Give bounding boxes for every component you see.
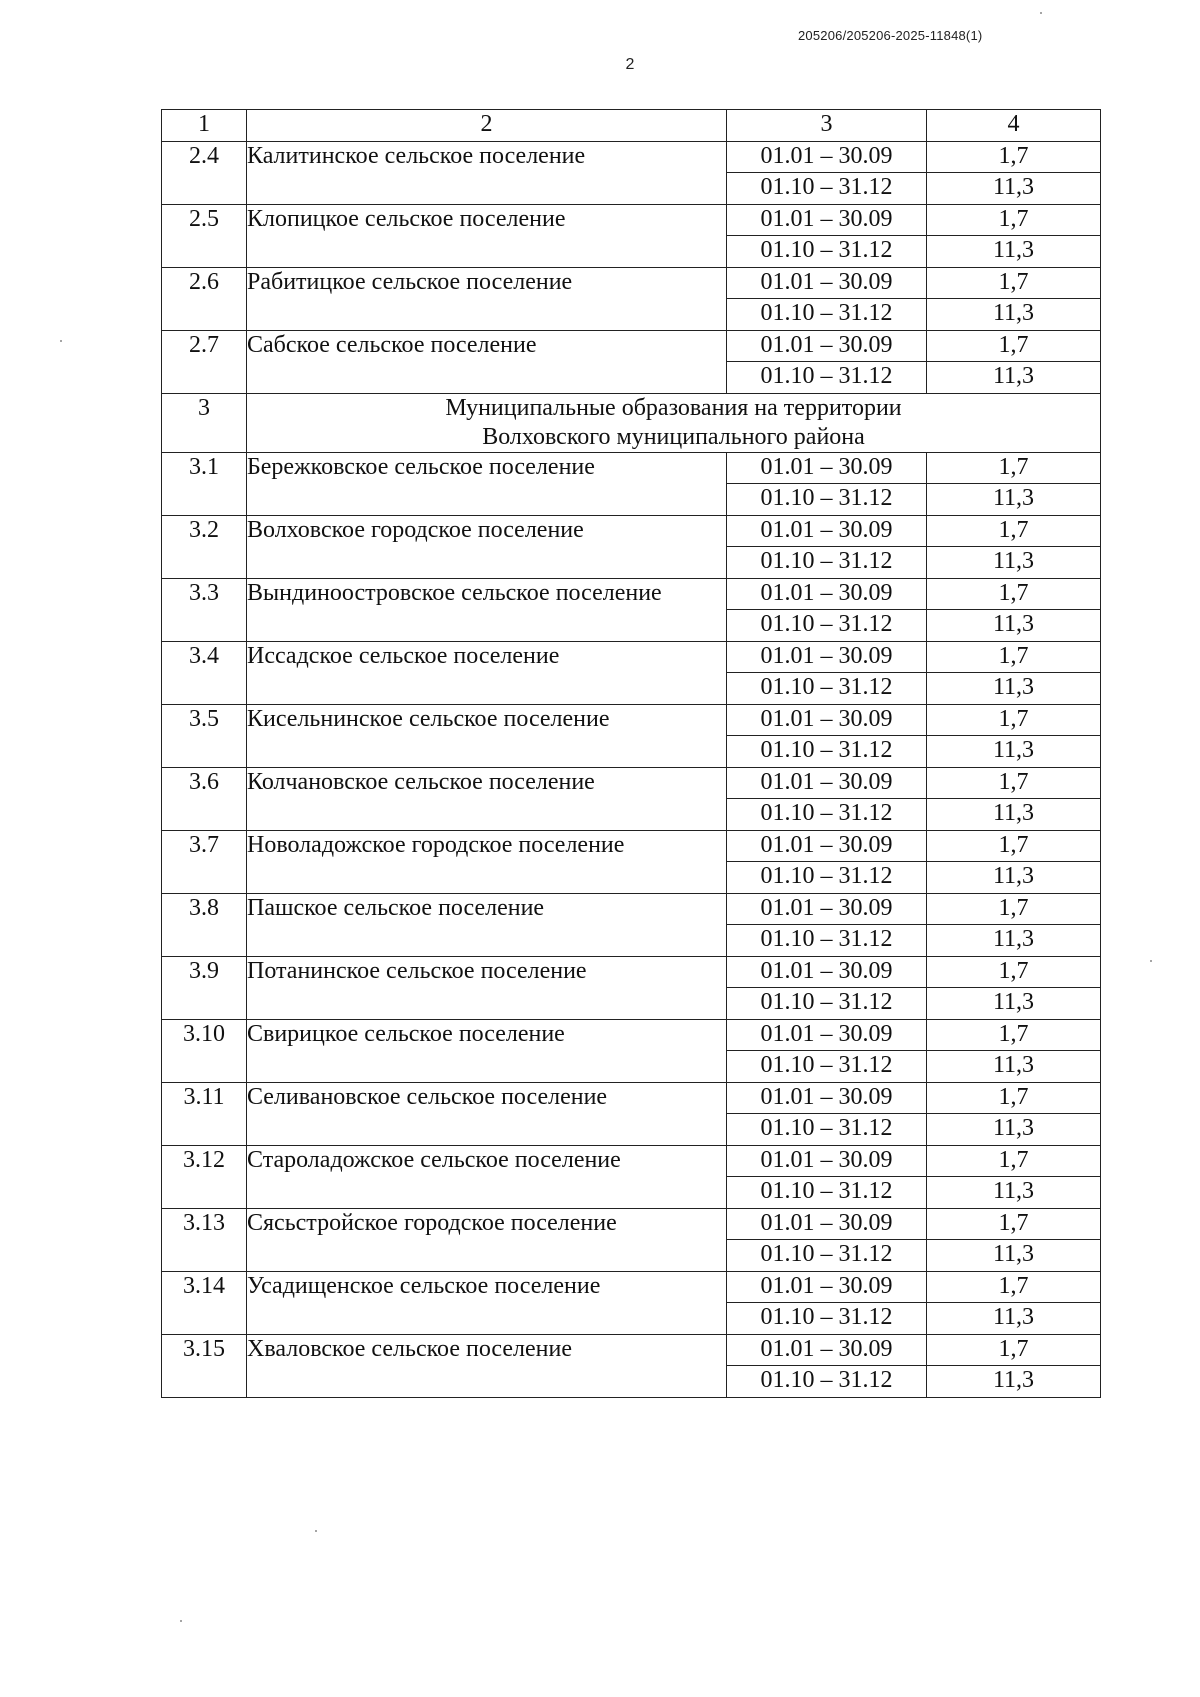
value-cell: 1,7 [927,704,1101,736]
value-cell: 1,7 [927,1082,1101,1114]
row-number: 3.2 [162,515,247,578]
value-cell: 1,7 [927,1019,1101,1051]
header-cell-4: 4 [927,110,1101,142]
row-number: 3.6 [162,767,247,830]
value-cell: 1,7 [927,515,1101,547]
period-cell: 01.01 – 30.09 [727,830,927,862]
settlement-name: Усадищенское сельское поселение [247,1271,727,1334]
table-row [162,767,1101,799]
section-title-line-2: Волховского муниципального района [482,423,865,450]
value-cell: 11,3 [927,610,1101,642]
value-cell: 11,3 [927,484,1101,516]
period-cell: 01.01 – 30.09 [727,330,927,362]
value-cell: 1,7 [927,141,1101,173]
header-cell-3: 3 [727,110,927,142]
period-cell: 01.01 – 30.09 [727,204,927,236]
value-cell: 1,7 [927,1334,1101,1366]
period-cell: 01.10 – 31.12 [727,173,927,205]
row-number: 3.14 [162,1271,247,1334]
row-number: 3.12 [162,1145,247,1208]
settlement-name: Колчановское сельское поселение [247,767,727,830]
period-cell: 01.10 – 31.12 [727,1240,927,1272]
value-cell: 1,7 [927,578,1101,610]
period-cell: 01.01 – 30.09 [727,1019,927,1051]
value-cell: 11,3 [927,799,1101,831]
value-cell: 11,3 [927,925,1101,957]
period-cell: 01.10 – 31.12 [727,988,927,1020]
value-cell: 11,3 [927,1114,1101,1146]
value-cell: 11,3 [927,1177,1101,1209]
period-cell: 01.01 – 30.09 [727,704,927,736]
period-cell: 01.01 – 30.09 [727,893,927,925]
period-cell: 01.10 – 31.12 [727,236,927,268]
section-number: 3 [162,393,247,452]
table-row [162,204,1101,236]
row-number: 2.4 [162,141,247,204]
settlement-name: Иссадское сельское поселение [247,641,727,704]
row-number: 3.4 [162,641,247,704]
row-number: 3.9 [162,956,247,1019]
period-cell: 01.10 – 31.12 [727,1366,927,1398]
table-row [162,578,1101,610]
row-number: 3.5 [162,704,247,767]
period-cell: 01.01 – 30.09 [727,452,927,484]
header-cell-1: 1 [162,110,247,142]
table-row [162,893,1101,925]
period-cell: 01.01 – 30.09 [727,267,927,299]
period-cell: 01.10 – 31.12 [727,1051,927,1083]
settlement-name: Сабское сельское поселение [247,330,727,393]
tariff-table [161,109,1101,1398]
value-cell: 11,3 [927,673,1101,705]
table-row [162,1145,1101,1177]
period-cell: 01.01 – 30.09 [727,578,927,610]
period-cell: 01.10 – 31.12 [727,1303,927,1335]
settlement-name: Хваловское сельское поселение [247,1334,727,1397]
settlement-name: Сясьстройское городское поселение [247,1208,727,1271]
row-number: 3.11 [162,1082,247,1145]
row-number: 3.3 [162,578,247,641]
period-cell: 01.01 – 30.09 [727,1334,927,1366]
value-cell: 1,7 [927,767,1101,799]
period-cell: 01.10 – 31.12 [727,299,927,331]
table-row [162,141,1101,173]
period-cell: 01.01 – 30.09 [727,1208,927,1240]
settlement-name: Вындиноостровское сельское поселение [247,578,727,641]
header-row [162,110,1101,142]
table-row [162,704,1101,736]
settlement-name: Потанинское сельское поселение [247,956,727,1019]
settlement-name: Свирицкое сельское поселение [247,1019,727,1082]
period-cell: 01.10 – 31.12 [727,799,927,831]
section-title-line-1: Муниципальные образования на территории [445,394,902,421]
table-row [162,956,1101,988]
row-number: 2.6 [162,267,247,330]
section-header-row [162,393,1101,452]
scan-speck [180,1620,182,1622]
header-cell-2: 2 [247,110,727,142]
scan-speck [1040,12,1042,14]
period-cell: 01.01 – 30.09 [727,767,927,799]
settlement-name: Бережковское сельское поселение [247,452,727,515]
value-cell: 1,7 [927,956,1101,988]
value-cell: 11,3 [927,547,1101,579]
table-row [162,830,1101,862]
value-cell: 1,7 [927,452,1101,484]
settlement-name: Селивановское сельское поселение [247,1082,727,1145]
period-cell: 01.01 – 30.09 [727,1271,927,1303]
settlement-name: Пашское сельское поселение [247,893,727,956]
settlement-name: Кисельнинское сельское поселение [247,704,727,767]
table-row [162,1334,1101,1366]
period-cell: 01.10 – 31.12 [727,1177,927,1209]
table-row [162,1271,1101,1303]
period-cell: 01.01 – 30.09 [727,641,927,673]
value-cell: 11,3 [927,988,1101,1020]
value-cell: 11,3 [927,299,1101,331]
value-cell: 1,7 [927,893,1101,925]
settlement-name: Клопицкое сельское поселение [247,204,727,267]
value-cell: 1,7 [927,330,1101,362]
row-number: 3.10 [162,1019,247,1082]
period-cell: 01.01 – 30.09 [727,956,927,988]
row-number: 3.1 [162,452,247,515]
value-cell: 1,7 [927,204,1101,236]
value-cell: 1,7 [927,830,1101,862]
table-row [162,1019,1101,1051]
value-cell: 11,3 [927,236,1101,268]
row-number: 3.8 [162,893,247,956]
period-cell: 01.10 – 31.12 [727,610,927,642]
row-number: 3.13 [162,1208,247,1271]
row-number: 2.5 [162,204,247,267]
settlement-name: Волховское городское поселение [247,515,727,578]
row-number: 3.7 [162,830,247,893]
table-row [162,641,1101,673]
value-cell: 1,7 [927,1208,1101,1240]
period-cell: 01.01 – 30.09 [727,515,927,547]
value-cell: 11,3 [927,862,1101,894]
period-cell: 01.01 – 30.09 [727,1145,927,1177]
period-cell: 01.10 – 31.12 [727,736,927,768]
value-cell: 11,3 [927,1303,1101,1335]
table-row [162,330,1101,362]
table-row [162,1208,1101,1240]
value-cell: 11,3 [927,736,1101,768]
row-number: 2.7 [162,330,247,393]
document-id: 205206/205206-2025-11848(1) [798,28,983,43]
value-cell: 1,7 [927,1145,1101,1177]
value-cell: 11,3 [927,1051,1101,1083]
page-number: 2 [625,56,635,73]
value-cell: 11,3 [927,362,1101,394]
period-cell: 01.10 – 31.12 [727,925,927,957]
value-cell: 1,7 [927,641,1101,673]
row-number: 3.15 [162,1334,247,1397]
table-row [162,515,1101,547]
value-cell: 11,3 [927,1366,1101,1398]
period-cell: 01.01 – 30.09 [727,141,927,173]
period-cell: 01.10 – 31.12 [727,673,927,705]
period-cell: 01.10 – 31.12 [727,484,927,516]
settlement-name: Калитинское сельское поселение [247,141,727,204]
value-cell: 11,3 [927,173,1101,205]
value-cell: 1,7 [927,1271,1101,1303]
value-cell: 1,7 [927,267,1101,299]
table-row [162,452,1101,484]
value-cell: 11,3 [927,1240,1101,1272]
period-cell: 01.01 – 30.09 [727,1082,927,1114]
scan-speck [1150,960,1152,962]
period-cell: 01.10 – 31.12 [727,862,927,894]
settlement-name: Рабитицкое сельское поселение [247,267,727,330]
period-cell: 01.10 – 31.12 [727,547,927,579]
period-cell: 01.10 – 31.12 [727,362,927,394]
table-row [162,1082,1101,1114]
period-cell: 01.10 – 31.12 [727,1114,927,1146]
section-title [247,393,1101,452]
table-row [162,267,1101,299]
scan-speck [315,1530,317,1532]
settlement-name: Новоладожское городское поселение [247,830,727,893]
settlement-name: Староладожское сельское поселение [247,1145,727,1208]
scan-speck [60,340,62,342]
